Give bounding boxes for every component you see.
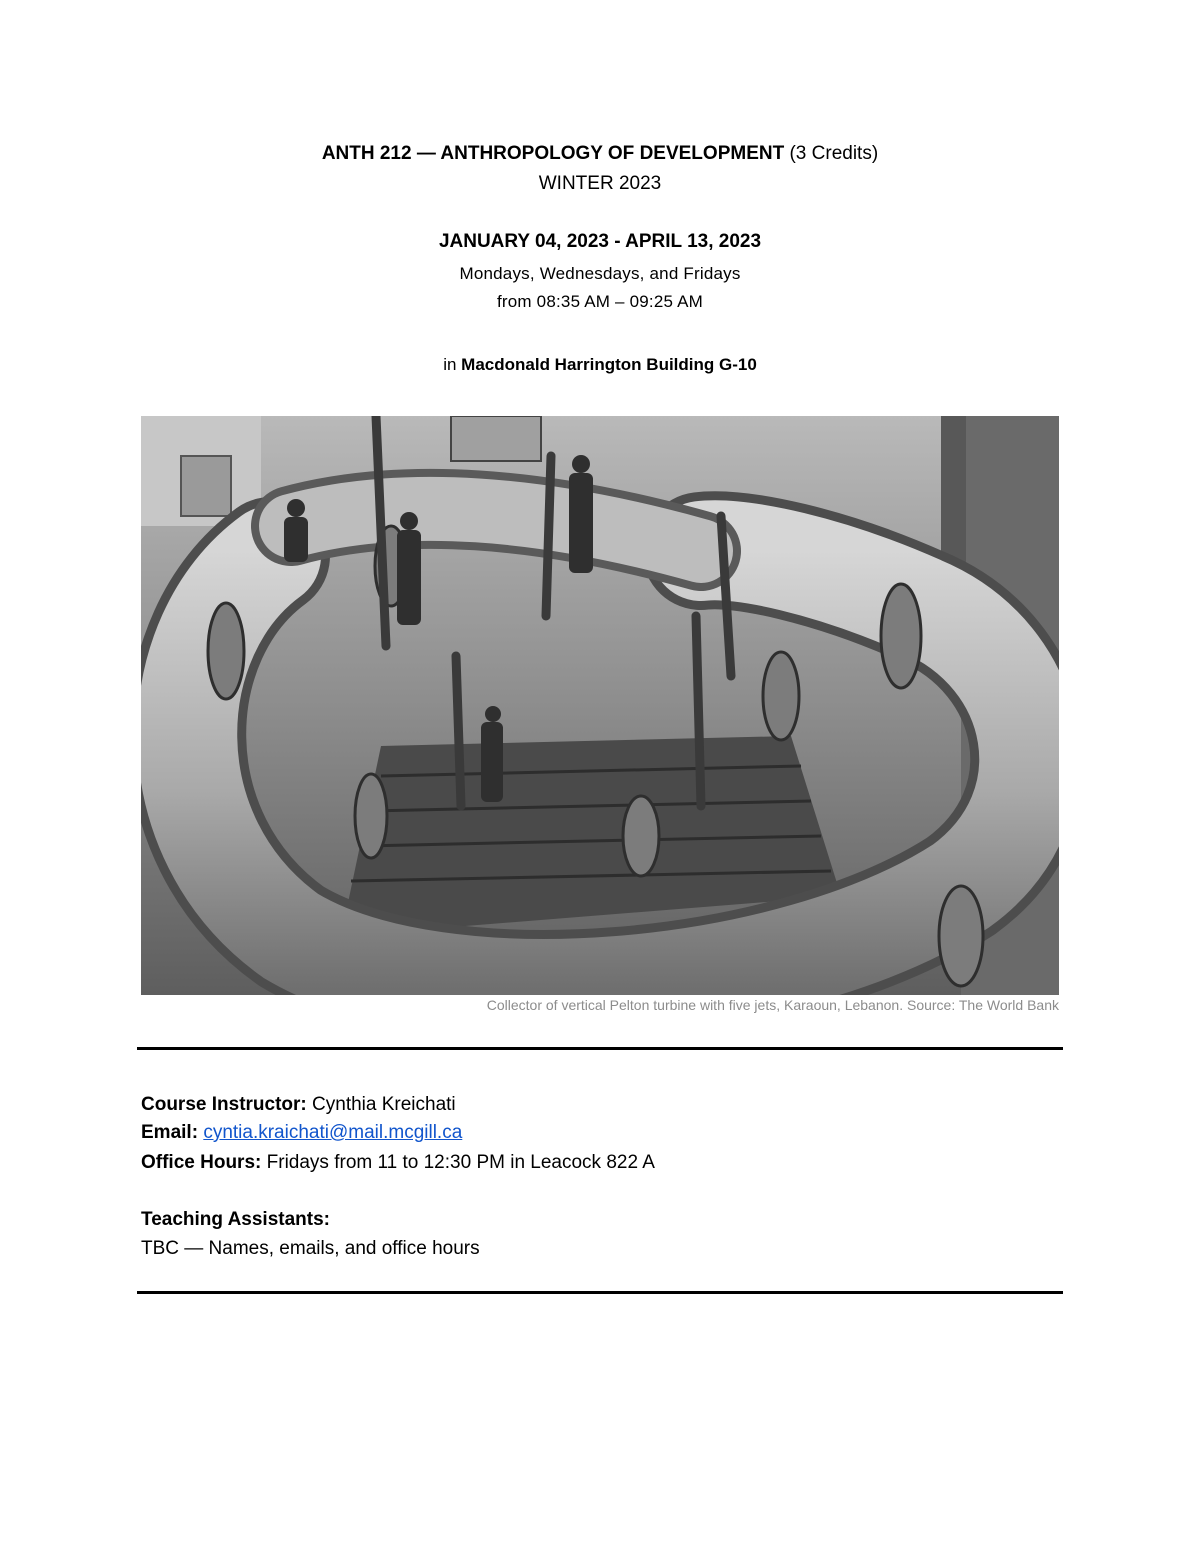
photo-caption: Collector of vertical Pelton turbine with five jets, Karaoun, Lebanon. Source: The World Bank — [486, 997, 1059, 1013]
turbine-photo-illustration — [141, 416, 1059, 995]
office-hours-label: Office Hours: — [141, 1152, 262, 1173]
instructor-email-link[interactable]: cyntia.kraichati@mail.mcgill.ca — [203, 1122, 463, 1143]
course-location: Macdonald Harrington Building G-10 — [461, 355, 757, 374]
course-title-line — [0, 143, 1200, 165]
divider-bottom — [137, 1291, 1063, 1294]
course-title: ANTH 212 — ANTHROPOLOGY OF DEVELOPMENT — [321, 143, 785, 164]
ta-label: Teaching Assistants: — [141, 1209, 330, 1230]
email-line — [141, 1122, 462, 1144]
teaching-assistants-heading — [141, 1209, 330, 1231]
instructor-label: Course Instructor: — [141, 1094, 307, 1115]
course-credits: (3 Credits) — [789, 143, 879, 164]
teaching-assistants-value: TBC — Names, emails, and office hours — [141, 1238, 480, 1259]
instructor-line — [141, 1094, 456, 1116]
divider-top — [137, 1047, 1063, 1050]
location-prefix: in — [443, 355, 457, 374]
course-time: from 08:35 AM – 09:25 AM — [496, 292, 704, 311]
course-term: WINTER 2023 — [538, 173, 662, 194]
instructor-name: Cynthia Kreichati — [312, 1094, 456, 1115]
turbine-photo — [141, 416, 1059, 995]
course-days: Mondays, Wednesdays, and Fridays — [459, 264, 741, 283]
office-hours-line — [141, 1152, 655, 1174]
course-location-line — [0, 355, 1200, 375]
office-hours-value: Fridays from 11 to 12:30 PM in Leacock 822 A — [266, 1152, 655, 1173]
email-label: Email: — [141, 1122, 199, 1143]
course-dates: JANUARY 04, 2023 - APRIL 13, 2023 — [438, 231, 762, 252]
